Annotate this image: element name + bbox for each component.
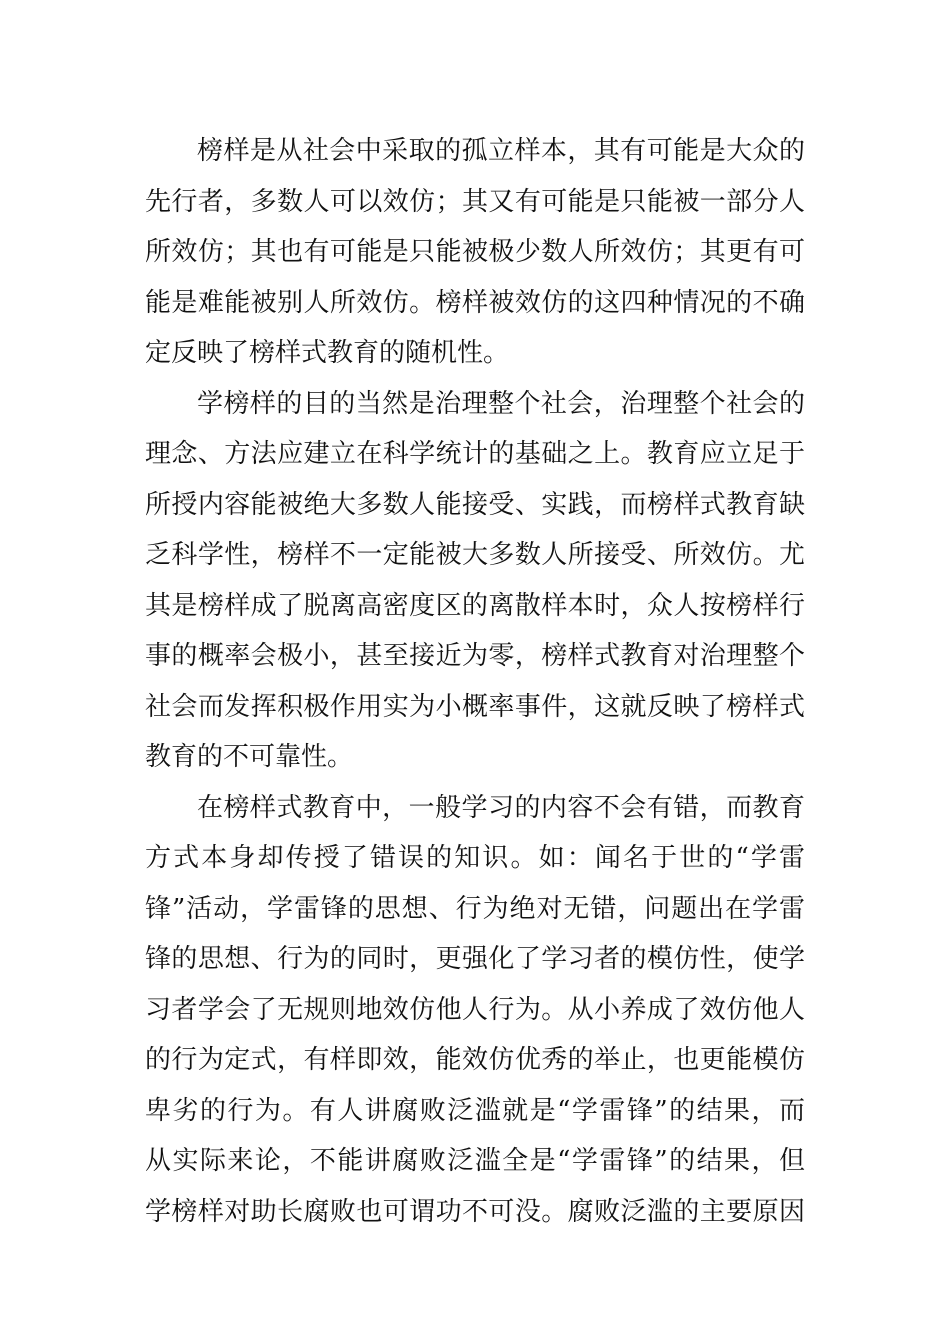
- document-body: [145, 126, 805, 1237]
- text-line: 其是榜样成了脱离高密度区的离散样本时，众人按榜样行: [145, 590, 805, 621]
- text-line: 教育的不可靠性。: [145, 742, 354, 772]
- text-line: 乏科学性，榜样不一定能被大多数人所接受、所效仿。尤: [145, 540, 805, 570]
- text-line: 锋”活动，学雷锋的思想、行为绝对无错，问题出在学雷: [145, 893, 805, 924]
- text-line: 习者学会了无规则地效仿他人行为。从小养成了效仿他人: [145, 994, 805, 1025]
- text-line: 学榜样的目的当然是治理整个社会，治理整个社会的: [197, 388, 805, 419]
- text-line: 事的概率会极小，甚至接近为零，榜样式教育对治理整个: [145, 641, 805, 671]
- text-line: 从实际来论，不能讲腐败泛滥全是“学雷锋”的结果，但: [145, 1146, 805, 1176]
- text-line: 的行为定式，有样即效，能效仿优秀的举止，也更能模仿: [145, 1045, 805, 1075]
- text-line: 定反映了榜样式教育的随机性。: [145, 338, 510, 368]
- paragraph-randomness: [145, 126, 805, 379]
- text-line: 先行者，多数人可以效仿；其又有可能是只能被一部分人: [145, 186, 805, 217]
- paragraph-unreliability: [145, 379, 805, 783]
- text-line: 方式本身却传授了错误的知识。如：闻名于世的“学雷: [145, 843, 805, 873]
- text-line: 理念、方法应建立在科学统计的基础之上。教育应立足于: [145, 439, 805, 469]
- paragraph-imitation: [145, 783, 805, 1238]
- text-line: 学榜样对助长腐败也可谓功不可没。腐败泛滥的主要原因: [145, 1196, 805, 1227]
- text-line: 卑劣的行为。有人讲腐败泛滥就是“学雷锋”的结果，而: [145, 1095, 805, 1126]
- text-line: 能是难能被别人所效仿。榜样被效仿的这四种情况的不确: [145, 287, 805, 318]
- text-line: 所授内容能被绝大多数人能接受、实践，而榜样式教育缺: [145, 489, 805, 520]
- text-line: 榜样是从社会中采取的孤立样本，其有可能是大众的: [197, 136, 805, 166]
- text-line: 在榜样式教育中，一般学习的内容不会有错，而教育: [197, 792, 805, 823]
- text-line: 社会而发挥积极作用实为小概率事件，这就反映了榜样式: [145, 691, 805, 722]
- text-line: 锋的思想、行为的同时，更强化了学习者的模仿性，使学: [145, 944, 805, 974]
- text-line: 所效仿；其也有可能是只能被极少数人所效仿；其更有可: [145, 237, 805, 267]
